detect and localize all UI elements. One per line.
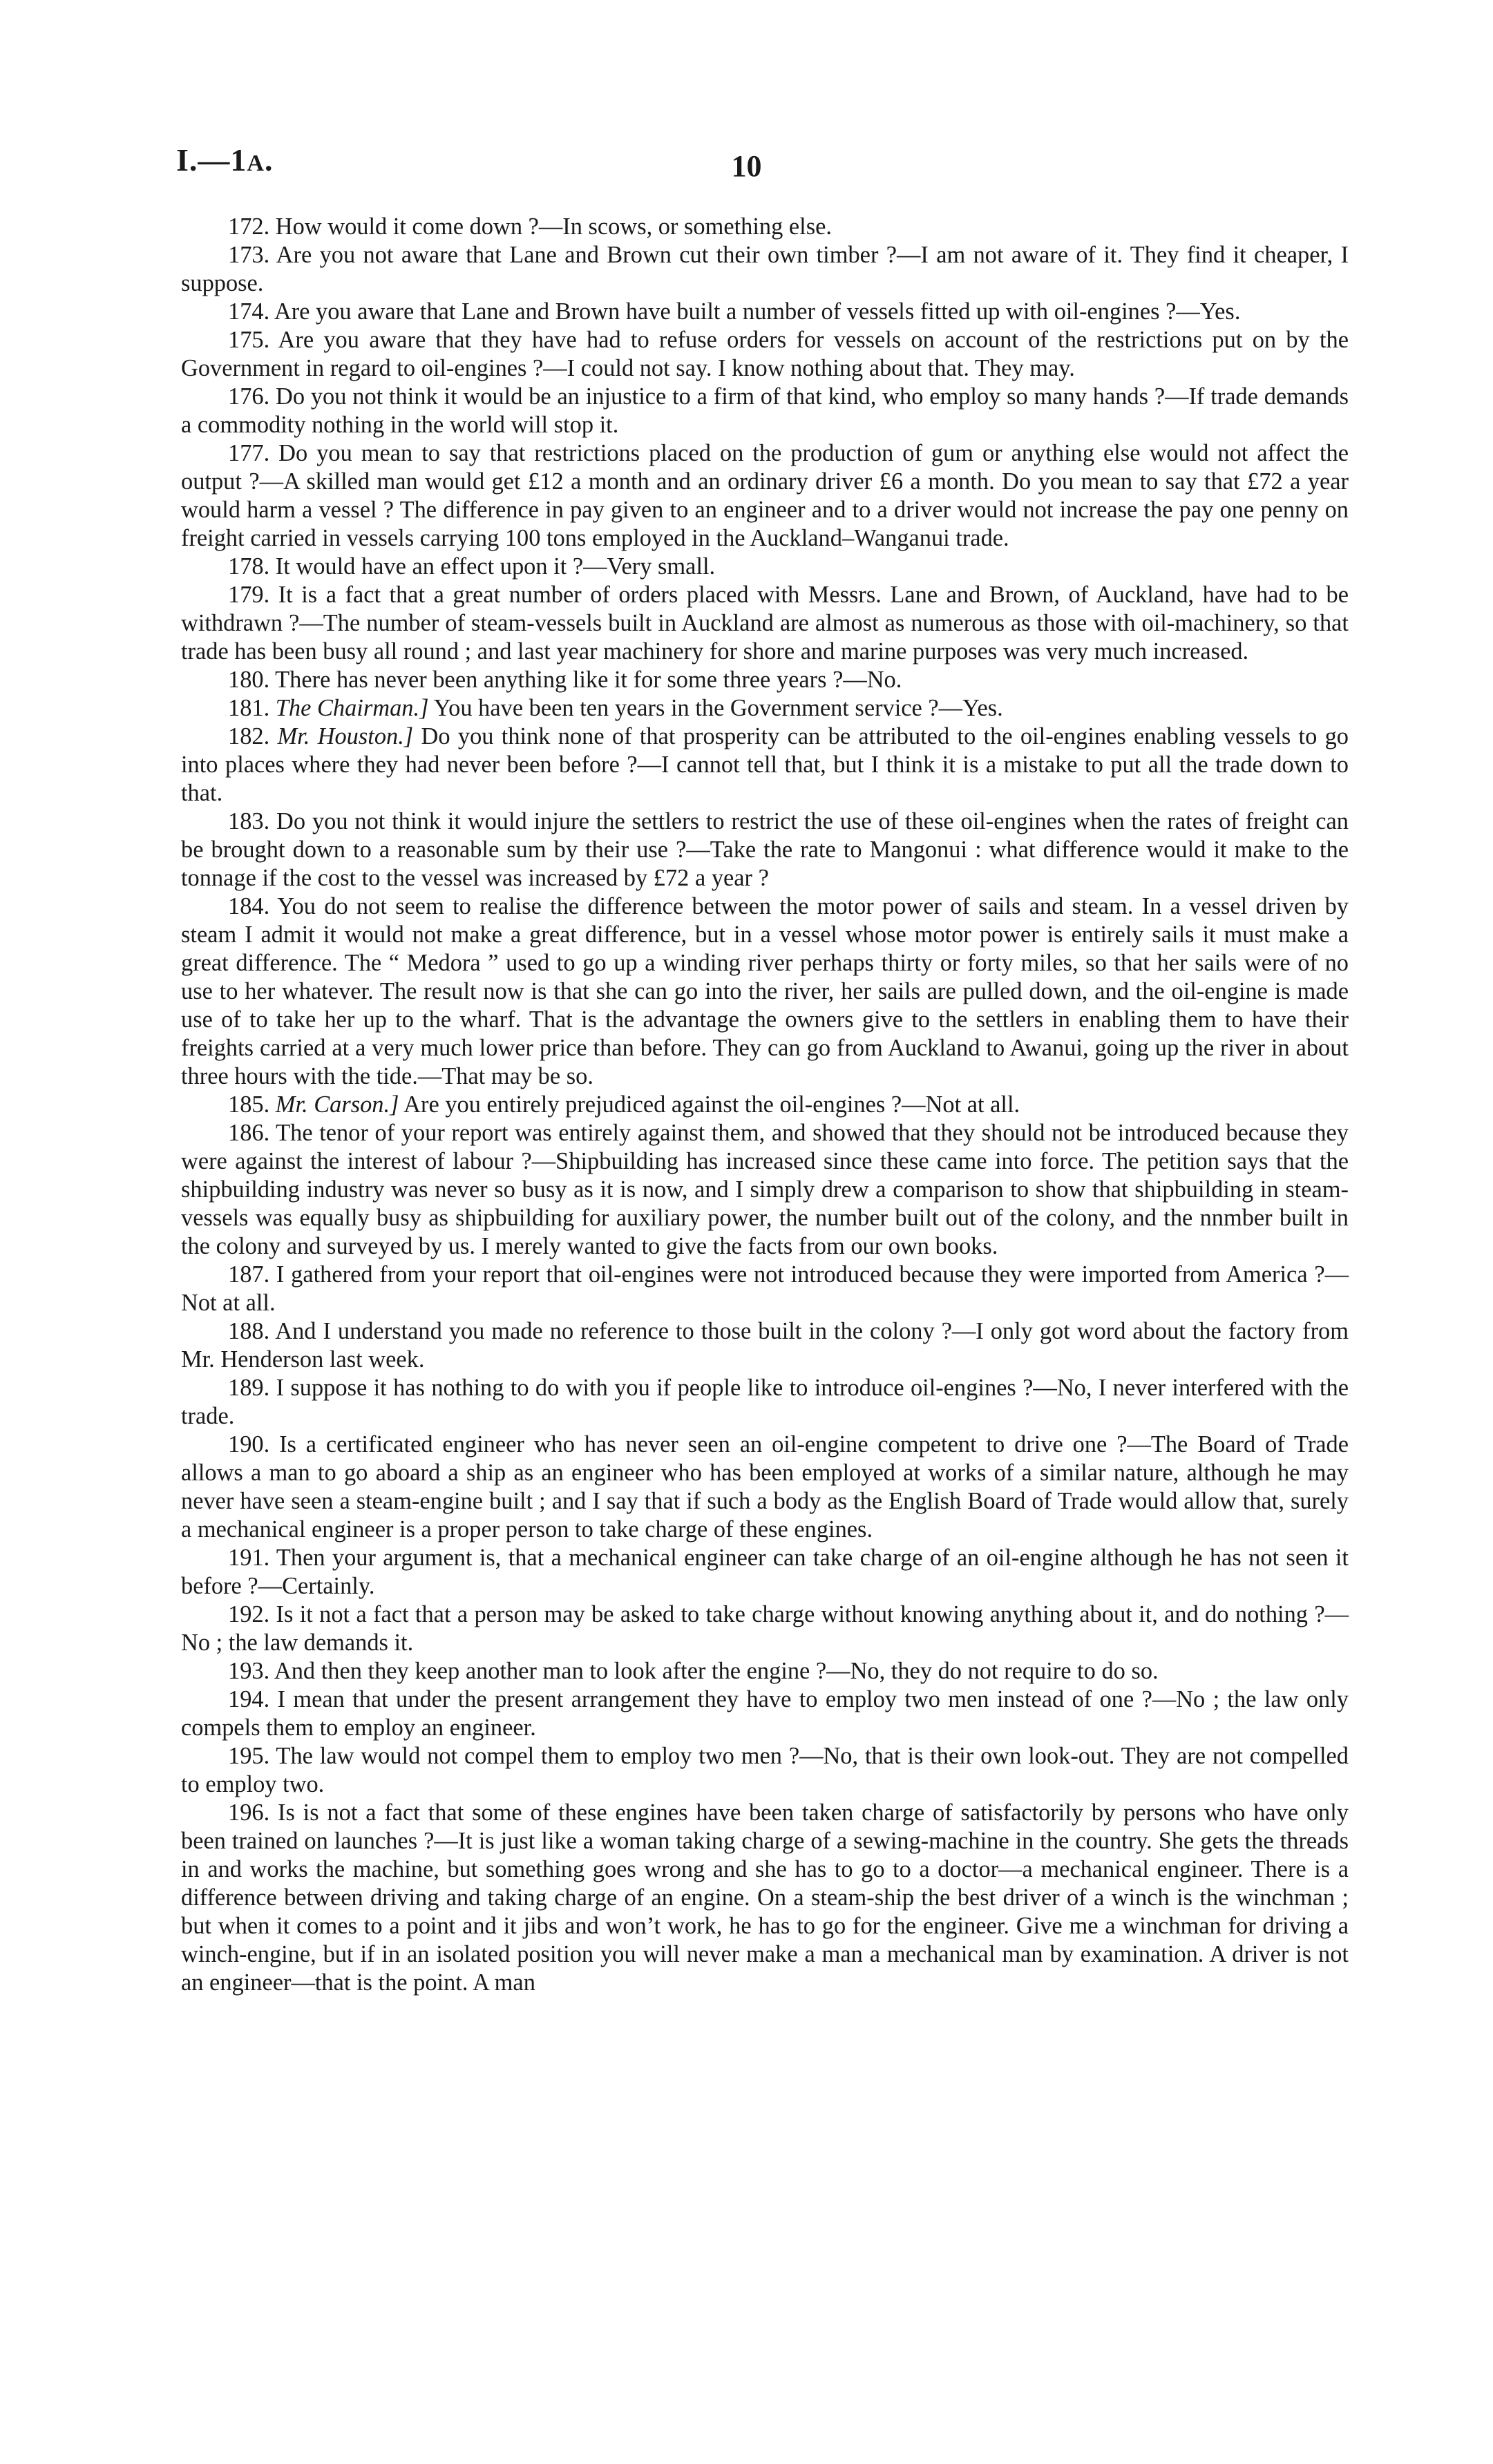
- question-number: 175.: [228, 327, 270, 353]
- question-text: Are you aware that Lane and Brown have built a number of vessels fitted up with oil-engines ?—Yes.: [269, 298, 1241, 325]
- question-number: 195.: [228, 1743, 270, 1769]
- question-text: Are you aware that they have had to refuse orders for vessels on account of the restrictions put on by the Government in regard to oil-engines ?—I could not say. I know nothing about that. They may.: [181, 327, 1349, 381]
- question-text: The tenor of your report was entirely against them, and showed that they should not be introduced because they were against the interest of labour ?—Shipbuilding has increased since these came into force. The petition says that the shipbuilding industry was never so busy as it is now, and I simply drew a comparison to show that shipbuilding in steam-vessels was equally busy as shipbuilding for auxiliary power, the number built out of the colony, and the nnmber built in the colony and surveyed by us. I merely wanted to give the facts from our own books.: [181, 1120, 1349, 1259]
- question-paragraph: [181, 439, 1349, 553]
- question-number: 177.: [228, 440, 270, 466]
- paper-reference-main: I.—1: [176, 142, 247, 178]
- speaker-label: Mr. Houston.]: [277, 723, 414, 749]
- question-text: How would it come down ?—In scows, or something else.: [269, 213, 832, 240]
- question-text: Do you not think it would be an injustice to a firm of that kind, who employ so many hands ?—If trade demands a commodity nothing in the world will stop it.: [181, 383, 1349, 438]
- question-number: 183.: [228, 808, 270, 834]
- speaker-label: The Chairman.]: [275, 695, 429, 721]
- question-text: There has never been anything like it for some three years ?—No.: [269, 667, 902, 693]
- question-paragraph: [181, 1799, 1349, 1997]
- question-text: And then they keep another man to look after the engine ?—No, they do not require to do so.: [269, 1658, 1159, 1684]
- question-paragraph: [181, 723, 1349, 808]
- question-number: 194.: [228, 1686, 270, 1712]
- question-number: 186.: [228, 1120, 270, 1146]
- question-number: 189.: [228, 1375, 270, 1401]
- question-text: You do not seem to realise the difference between the motor power of sails and steam. In a vessel driven by steam I admit it would not make a great difference, but in a vessel whose motor power is entirely sails it must make a great difference. The “ Medora ” used to go up a winding river perhaps thirty or forty miles, so that her sails were of no use to her whatever. The result now is that she can go into the river, her sails are pulled down, and the oil-engine is made use of to take her up to the wharf. That is the advantage the owners give to the settlers in enabling them to have their freights carried at a very much lower price than before. They can go from Auckland to Awanui, going up the river in about three hours with the tide.—That may be so.: [181, 893, 1349, 1089]
- question-number: 188.: [228, 1318, 270, 1344]
- question-number: 182.: [228, 723, 270, 749]
- question-number: 190.: [228, 1431, 270, 1458]
- question-number: 178.: [228, 553, 270, 580]
- question-text: Is a certificated engineer who has never seen an oil-engine competent to drive one ?—The Board of Trade allows a man to go aboard a ship as an engineer who has been employed at works of a similar nature, although he may never have seen a steam-engine built ; and I say that if such a body as the English Board of Trade would allow that, surely a mechanical engineer is a proper person to take charge of these engines.: [181, 1431, 1349, 1543]
- question-number: 173.: [228, 242, 270, 268]
- question-text: Do you think none of that prosperity can be attributed to the oil-engines enabling vessels to go into places where they had never been before ?—I cannot tell that, but I think it is a mistake to put all the trade down to that.: [181, 723, 1349, 806]
- question-paragraph: [181, 241, 1349, 298]
- question-number: 176.: [228, 383, 270, 410]
- question-number: 185.: [228, 1091, 270, 1118]
- question-text: Are you not aware that Lane and Brown cut their own timber ?—I am not aware of it. They find it cheaper, I suppose.: [181, 242, 1349, 296]
- question-paragraph: [181, 383, 1349, 439]
- question-number: 181.: [228, 695, 270, 721]
- question-text: It is a fact that a great number of orders placed with Messrs. Lane and Brown, of Auckland, have had to be withdrawn ?—The number of steam-vessels built in Auckland are almost as numerous as those with oil-machinery, so that trade has been busy all round ; and last year machinery for shore and marine purposes was very much increased.: [181, 582, 1349, 665]
- question-paragraph: [181, 1119, 1349, 1261]
- question-paragraph: [181, 1317, 1349, 1374]
- question-paragraph: [181, 808, 1349, 892]
- question-text: Then your argument is, that a mechanical engineer can take charge of an oil-engine although he has not seen it before ?—Certainly.: [181, 1545, 1349, 1599]
- question-paragraph: [181, 298, 1349, 326]
- question-paragraph: [181, 326, 1349, 383]
- question-paragraph: [181, 694, 1349, 723]
- question-paragraph: [181, 1261, 1349, 1317]
- question-number: 172.: [228, 213, 270, 240]
- page-header: [176, 142, 1317, 190]
- question-paragraph: [181, 1685, 1349, 1742]
- speaker-label: Mr. Carson.]: [275, 1091, 399, 1118]
- question-paragraph: [181, 1091, 1349, 1119]
- question-text: Is it not a fact that a person may be asked to take charge without knowing anything about it, and do nothing ?—No ; the law demands it.: [181, 1601, 1349, 1656]
- question-paragraph: [181, 581, 1349, 666]
- question-number: 191.: [228, 1545, 270, 1571]
- question-text: Are you entirely prejudiced against the oil-engines ?—Not at all.: [399, 1091, 1020, 1118]
- question-text: The law would not compel them to employ two men ?—No, that is their own look-out. They are not compelled to employ two.: [181, 1743, 1349, 1797]
- question-number: 184.: [228, 893, 270, 919]
- question-number: 187.: [228, 1261, 270, 1288]
- question-number: 179.: [228, 582, 270, 608]
- question-text: And I understand you made no reference to those built in the colony ?—I only got word about the factory from Mr. Henderson last week.: [181, 1318, 1349, 1373]
- question-text: You have been ten years in the Government service ?—Yes.: [428, 695, 1003, 721]
- paper-reference-small: A: [247, 151, 265, 176]
- paper-reference-end: .: [264, 142, 274, 178]
- question-text: Do you mean to say that restrictions placed on the production of gum or anything else would not affect the output ?—A skilled man would get £12 a month and an ordinary driver £6 a month. Do you mean to say that £72 a year would harm a vessel ? The difference in pay given to an engineer and to a driver would not increase the pay one penny on freight carried in vessels carrying 100 tons employed in the Auckland–Wanganui trade.: [181, 440, 1349, 551]
- question-text: Is is not a fact that some of these engines have been taken charge of satisfactorily by persons who have only been trained on launches ?—It is just like a woman taking charge of a sewing-machine in the country. She gets the threads in and works the machine, but something goes wrong and she has to go to a doctor—a mechanical engineer. There is a difference between driving and taking charge of an engine. On a steam-ship the best driver of a winch is the winchman ; but when it comes to a point and it jibs and won’t work, he has to go for the engineer. Give me a winchman for driving a winch-engine, but if in an isolated position you will never make a man a mechanical man by examination. A driver is not an engineer—that is the point. A man: [181, 1799, 1349, 1996]
- question-number: 193.: [228, 1658, 270, 1684]
- question-paragraph: [181, 892, 1349, 1091]
- question-paragraph: [181, 1742, 1349, 1799]
- question-paragraph: [181, 1657, 1349, 1685]
- question-text: I mean that under the present arrangement they have to employ two men instead of one ?—No ; the law only compels them to employ an engineer.: [181, 1686, 1349, 1741]
- page-number: 10: [731, 149, 762, 183]
- question-paragraph: [181, 666, 1349, 694]
- question-text: Do you not think it would injure the settlers to restrict the use of these oil-engines when the rates of freight can be brought down to a reasonable sum by their use ?—Take the rate to Mangonui : what difference would it make to the tonnage if the cost to the vessel was increased by £72 a year ?: [181, 808, 1349, 891]
- question-paragraph: [181, 1374, 1349, 1431]
- question-paragraph: [181, 1544, 1349, 1601]
- question-text: I gathered from your report that oil-engines were not introduced because they were imported from America ?—Not at all.: [181, 1261, 1349, 1316]
- question-number: 174.: [228, 298, 270, 325]
- question-text: It would have an effect upon it ?—Very small.: [269, 553, 716, 580]
- question-text: I suppose it has nothing to do with you if people like to introduce oil-engines ?—No, I never interfered with the trade.: [181, 1375, 1349, 1429]
- question-paragraph: [181, 1431, 1349, 1544]
- question-number: 192.: [228, 1601, 270, 1627]
- question-number: 180.: [228, 667, 270, 693]
- question-paragraph: [181, 553, 1349, 581]
- question-number: 196.: [228, 1799, 270, 1826]
- paper-reference: [176, 142, 273, 178]
- question-paragraph: [181, 1601, 1349, 1657]
- document-body: [181, 213, 1349, 1997]
- question-paragraph: [181, 213, 1349, 241]
